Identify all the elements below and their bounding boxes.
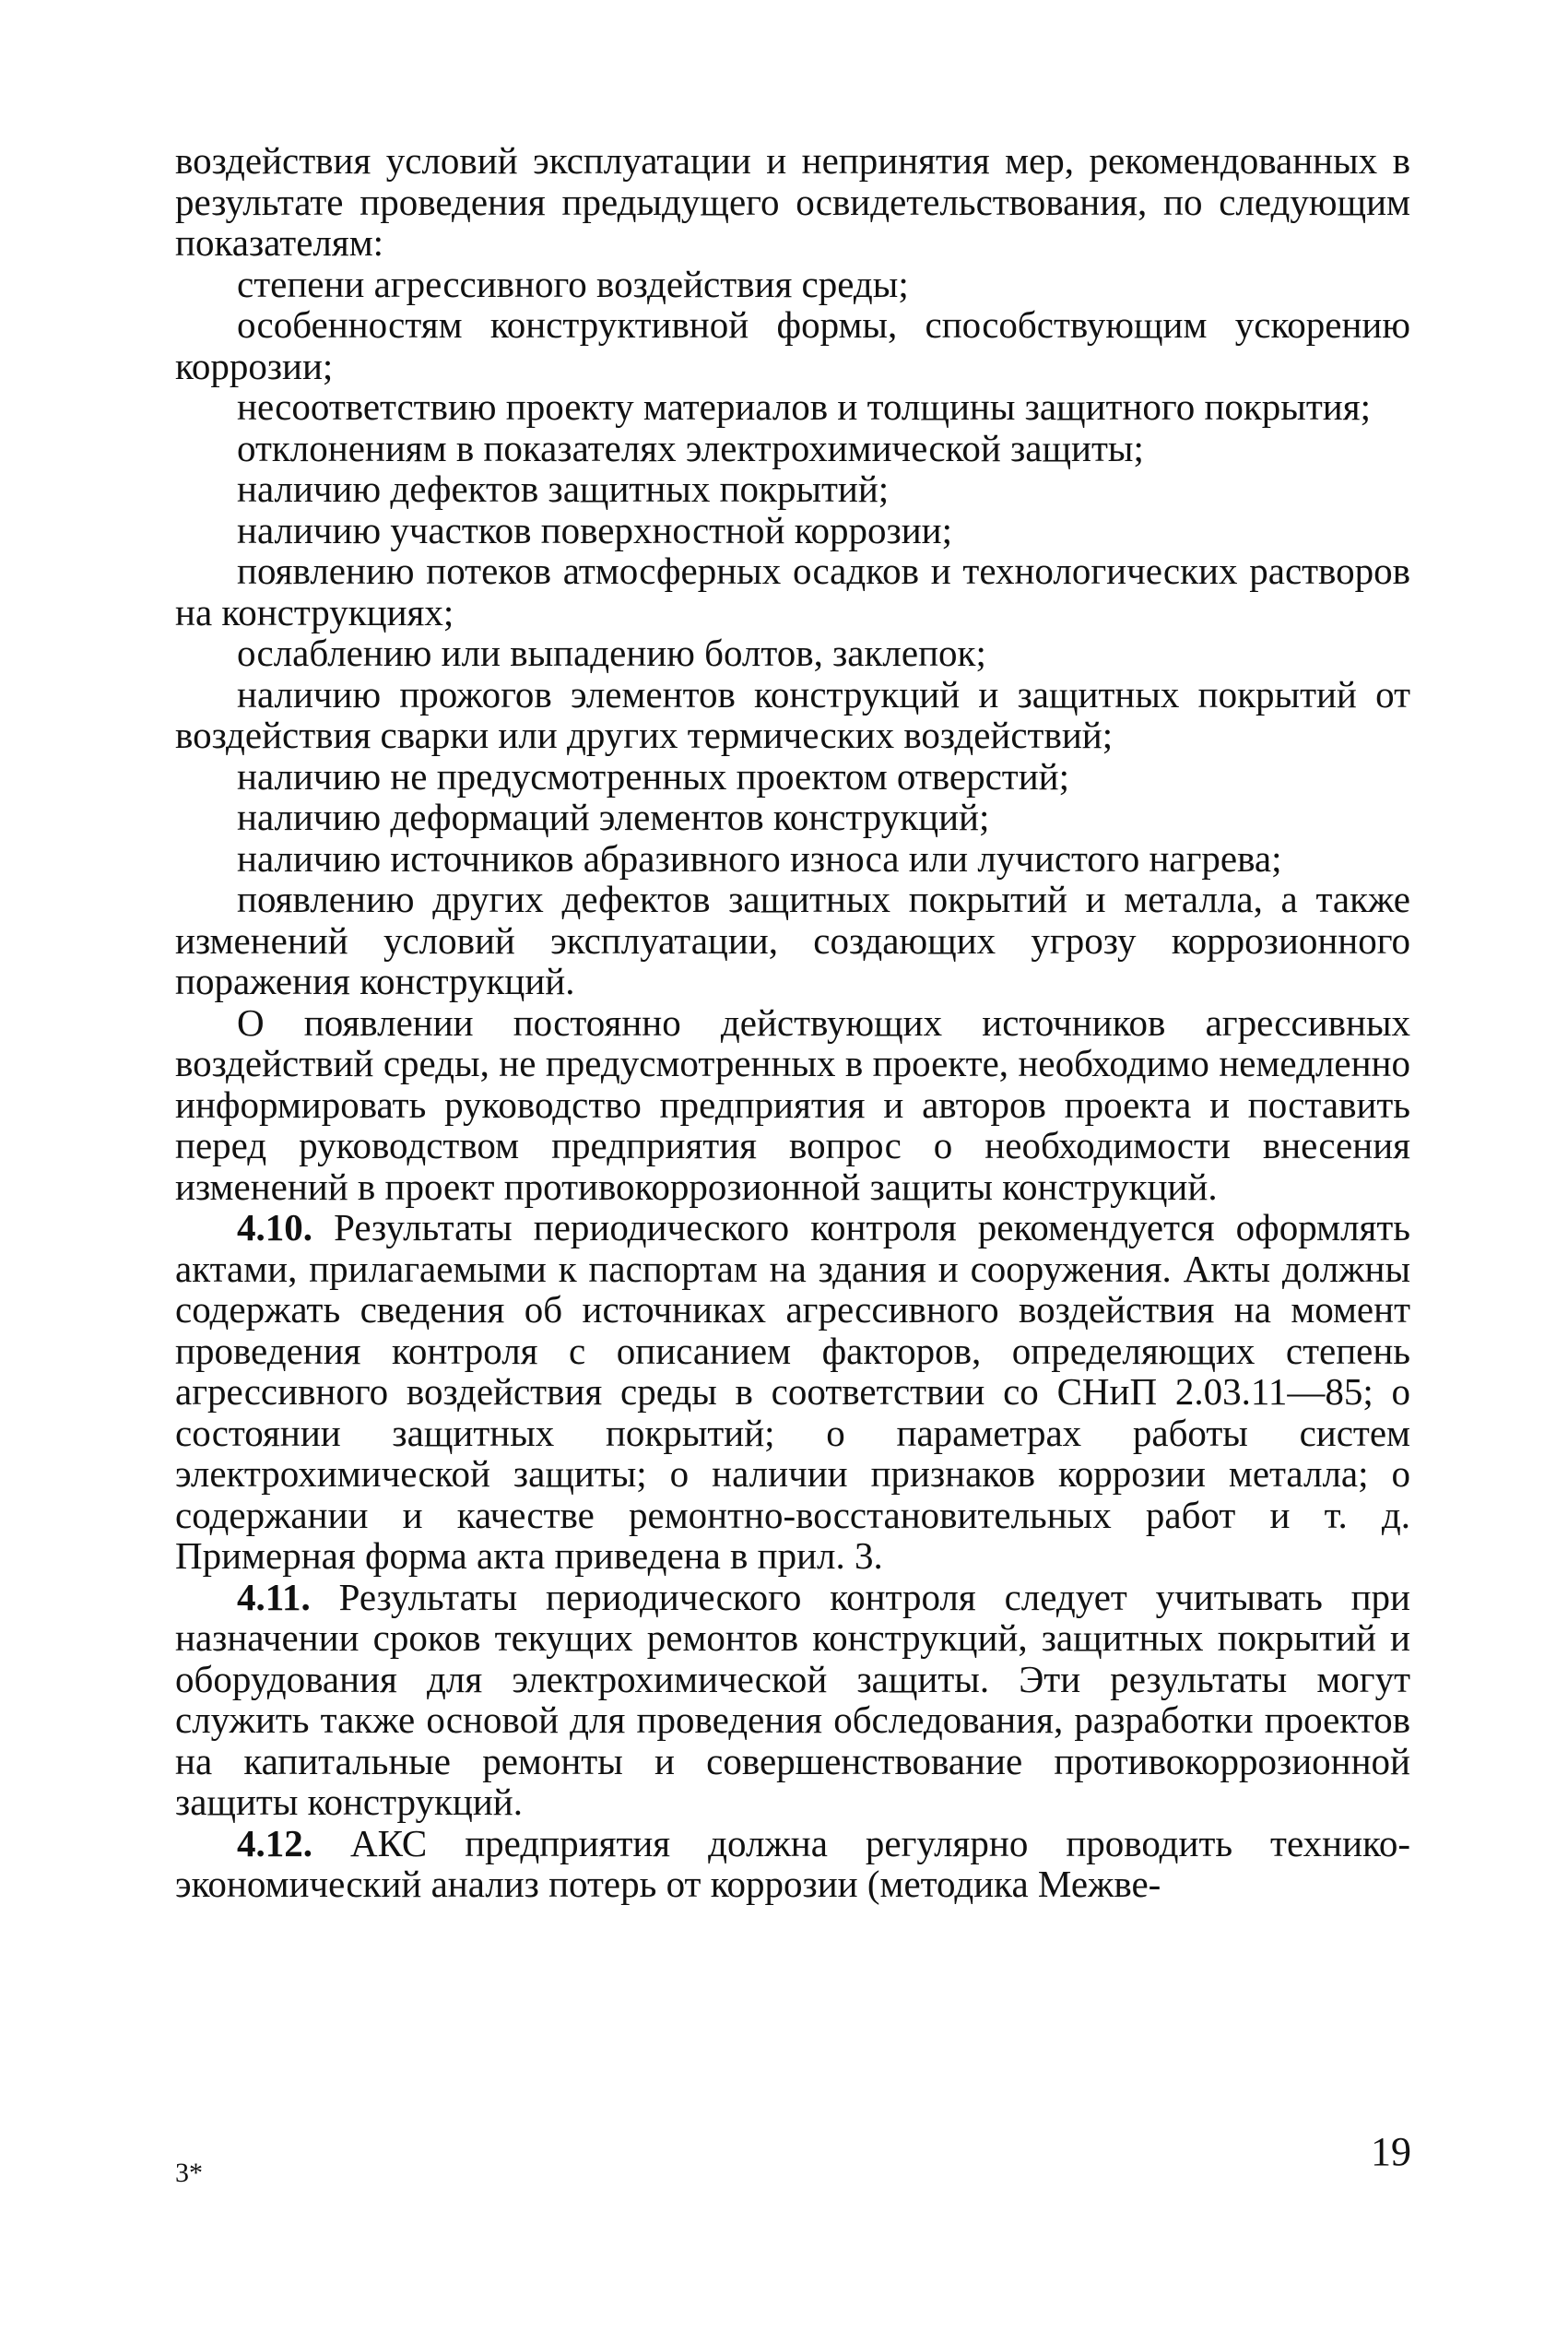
list-item: отклонениям в показателях электрохимической защиты; [237, 426, 1144, 469]
list-item: появлению других дефектов защитных покрытий и металла, а также изменений условий эксплуатации, создающих угрозу коррозионного поражения конструкций. [175, 878, 1410, 1002]
section-4-11 [175, 1577, 1410, 1823]
list-item: несоответствию проекту материалов и толщины защитного покрытия; [237, 385, 1371, 428]
list-item: наличию источников абразивного износа или лучистого нагрева; [237, 836, 1282, 880]
list-item: наличию деформаций элементов конструкций; [237, 796, 990, 838]
list-item: степени агрессивного воздействия среды; [237, 262, 909, 305]
section-4-10 [175, 1207, 1410, 1577]
list-item: появлению потеков атмосферных осадков и технологических растворов на конструкциях; [175, 550, 1410, 633]
list-item: наличию дефектов защитных покрытий; [237, 467, 890, 510]
signature-mark: 3* [175, 2158, 203, 2188]
section-number: 4.11. [237, 1575, 311, 1618]
section-text: Результаты периодического контроля следует учитывать при назначении сроков текущих ремонтов конструкций, защитных покрытий и оборудования для электрохимической защиты. Эти результаты могут служить также основой для проведения обследования, разработки проектов на капитальные ремонты и совершенствование противокоррозионной защиты конструкций. [175, 1575, 1410, 1823]
intro-paragraph: воздействия условий эксплуатации и непринятия мер, рекомендованных в результате проведения предыдущего освидетельствования, по следующим показателям: [175, 139, 1410, 264]
list-item: ослаблению или выпадению болтов, заклепок; [237, 632, 986, 674]
list-item: наличию участков поверхностной коррозии; [237, 508, 952, 551]
notice-paragraph: О появлении постоянно действующих источников агрессивных воздействий среды, не предусмотренных в проекте, необходимо немедленно информировать руководство предприятия и авторов проекта и поставить перед руководством предприятия вопрос о необходимости внесения изменений в проект противокоррозионной защиты конструкций. [175, 1000, 1410, 1208]
section-number: 4.12. [237, 1821, 312, 1864]
section-text: Результаты периодического контроля рекомендуется оформлять актами, прилагаемыми к паспортам на здания и сооружения. Акты должны содержать сведения об источниках агрессивного воздействия на момент проведения контроля с описанием факторов, определяющих степень агрессивного воздействия среды в соответствии со СНиП 2.03.11—85; о состоянии защитных покрытий; о параметрах работы систем электрохимической защиты; о наличии признаков коррозии металла; о содержании и качестве ремонтно-восстановительных работ и т. д. Примерная форма акта приведена в прил. 3. [175, 1206, 1410, 1577]
list-item: наличию не предусмотренных проектом отверстий; [237, 754, 1069, 798]
section-4-12 [175, 1823, 1410, 1905]
section-text: АКС предприятия должна регулярно проводить технико-экономический анализ потерь от коррозии (методика Межве- [175, 1821, 1411, 1905]
section-number: 4.10. [237, 1206, 312, 1248]
list-item: особенностям конструктивной формы, способствующим ускорению коррозии; [175, 303, 1410, 387]
page-number: 19 [1371, 2129, 1411, 2174]
list-item: наличию прожогов элементов конструкций и защитных покрытий от воздействия сварки или других термических воздействий; [175, 672, 1410, 756]
page-body [175, 140, 1410, 1905]
criteria-list [175, 264, 1410, 1002]
